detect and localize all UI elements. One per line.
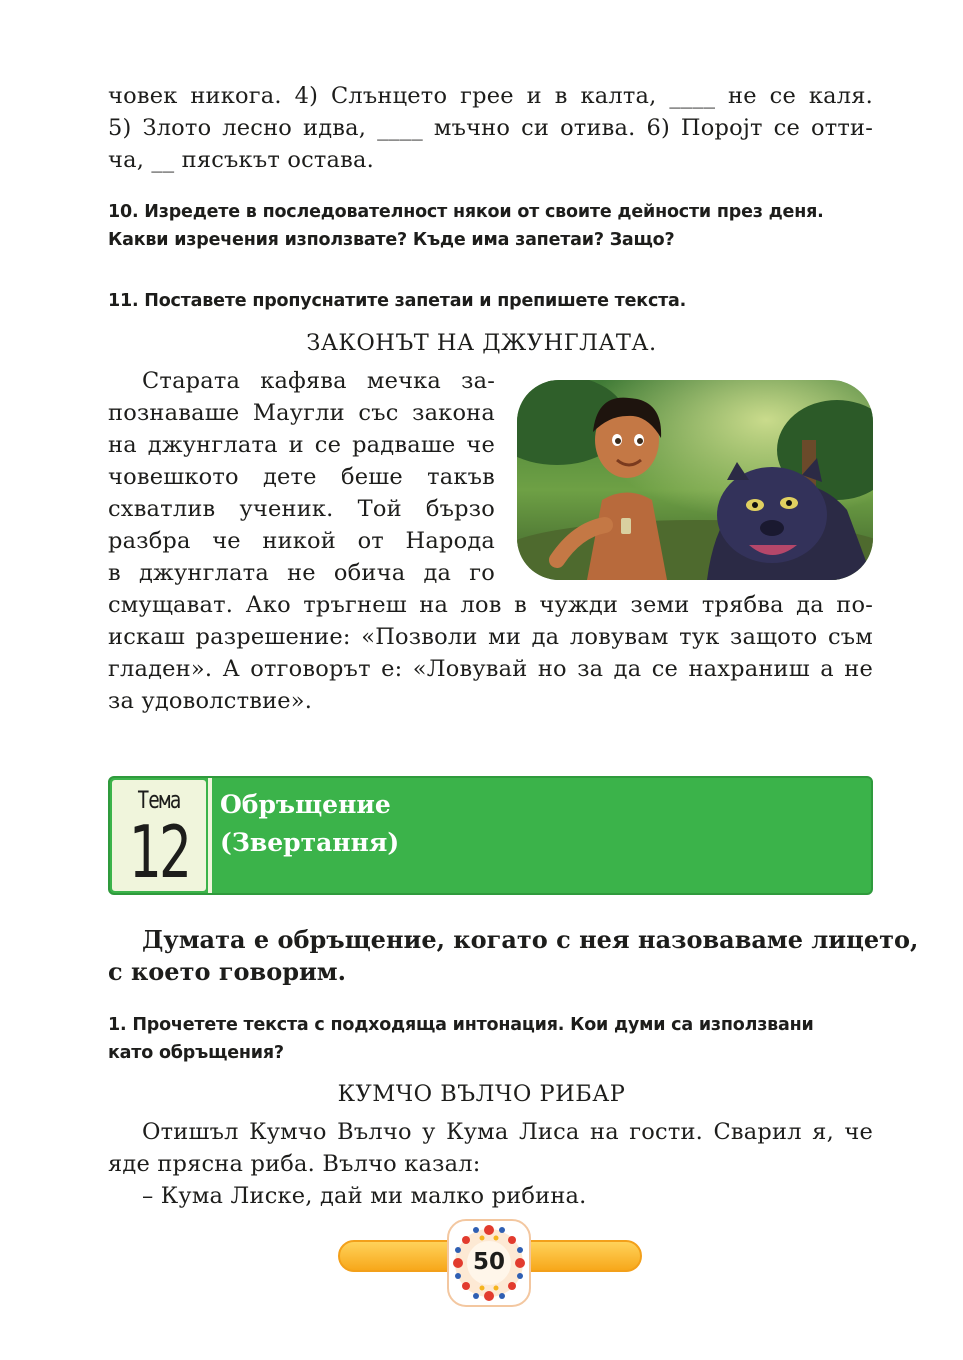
rule-line: Думата е обръщение, когато с нея назоваваме лицето, [142, 925, 919, 954]
text-line: 5) Злото лесно идва, ____ мъчно си отива. 6) Поројт се отти- [108, 115, 873, 141]
story-paragraph [108, 1116, 873, 1212]
task-line: 1. Прочетете текста с подходяща интонация. Кои думи са използвани [108, 1015, 814, 1035]
page-number-badge [446, 1218, 532, 1308]
task-10 [108, 198, 873, 254]
intro-paragraph [108, 80, 873, 176]
topic-title [220, 786, 399, 862]
topic-divider [208, 778, 212, 893]
task-line: 11. Поставете пропуснатите запетаи и препишете текста. [108, 291, 687, 311]
text-line: искаш разрешение: «Позволи ми да ловувам тук защото съм [108, 624, 873, 650]
text-line: Отишъл Кумчо Вълчо у Кума Лиса на гости. Сварил я, че [142, 1119, 873, 1145]
task-line: Какви изречения използвате? Къде има запетаи? Защо? [108, 230, 675, 250]
text-line: за удоволствие». [108, 688, 313, 714]
task-1 [108, 1011, 873, 1067]
topic-title-line: Обръщение [220, 790, 391, 819]
story-paragraph [108, 365, 495, 589]
topic-number-box [112, 780, 206, 894]
text-line: познаваше Маугли със закона [108, 400, 495, 426]
text-line: – Кума Лиске, дай ми малко рибина. [142, 1183, 587, 1209]
text-line: яде прясна риба. Вълчо казал: [108, 1151, 481, 1177]
text-line: човешкото дете беше такъв [108, 464, 495, 490]
story-title: КУМЧО ВЪЛЧО РИБАР [337, 1081, 626, 1107]
text-line: Старата кафява мечка за- [142, 368, 495, 394]
task-line: като обръщения? [108, 1043, 284, 1063]
text-line: смущават. Ако тръгнеш на лов в чужди земи трябва да по- [108, 592, 873, 618]
topic-title-line: (Звертання) [220, 828, 400, 857]
text-line: човек никога. 4) Слънцето грее и в калта, ____ не се каля. [108, 83, 873, 109]
text-line: схватлив ученик. Той бързо [108, 496, 495, 522]
topic-number: 12 [128, 810, 190, 894]
page-number: 50 [472, 1249, 505, 1275]
topic-banner [108, 776, 873, 895]
text-line: гладен». А отговорът е: «Ловувай но за да се нахраниш а не [108, 656, 873, 682]
jungle-book-illustration [517, 380, 873, 580]
story-paragraph-continued [108, 589, 873, 717]
task-11 [108, 287, 873, 315]
text-line: в джунглата не обича да го [108, 560, 495, 586]
story-title: ЗАКОНЪТ НА ДЖУНГЛАТА. [306, 330, 657, 356]
text-line: на джунглата и се радваше че [108, 432, 495, 458]
text-line: ча, __ пясъкът остава. [108, 147, 374, 173]
text-line: разбра че никой от Народа [108, 528, 495, 554]
rule-line: с което говорим. [108, 957, 346, 986]
grammar-rule [108, 924, 919, 988]
topic-label: Тема [137, 786, 181, 814]
task-line: 10. Изредете в последователност някои от своите дейности през деня. [108, 202, 824, 222]
